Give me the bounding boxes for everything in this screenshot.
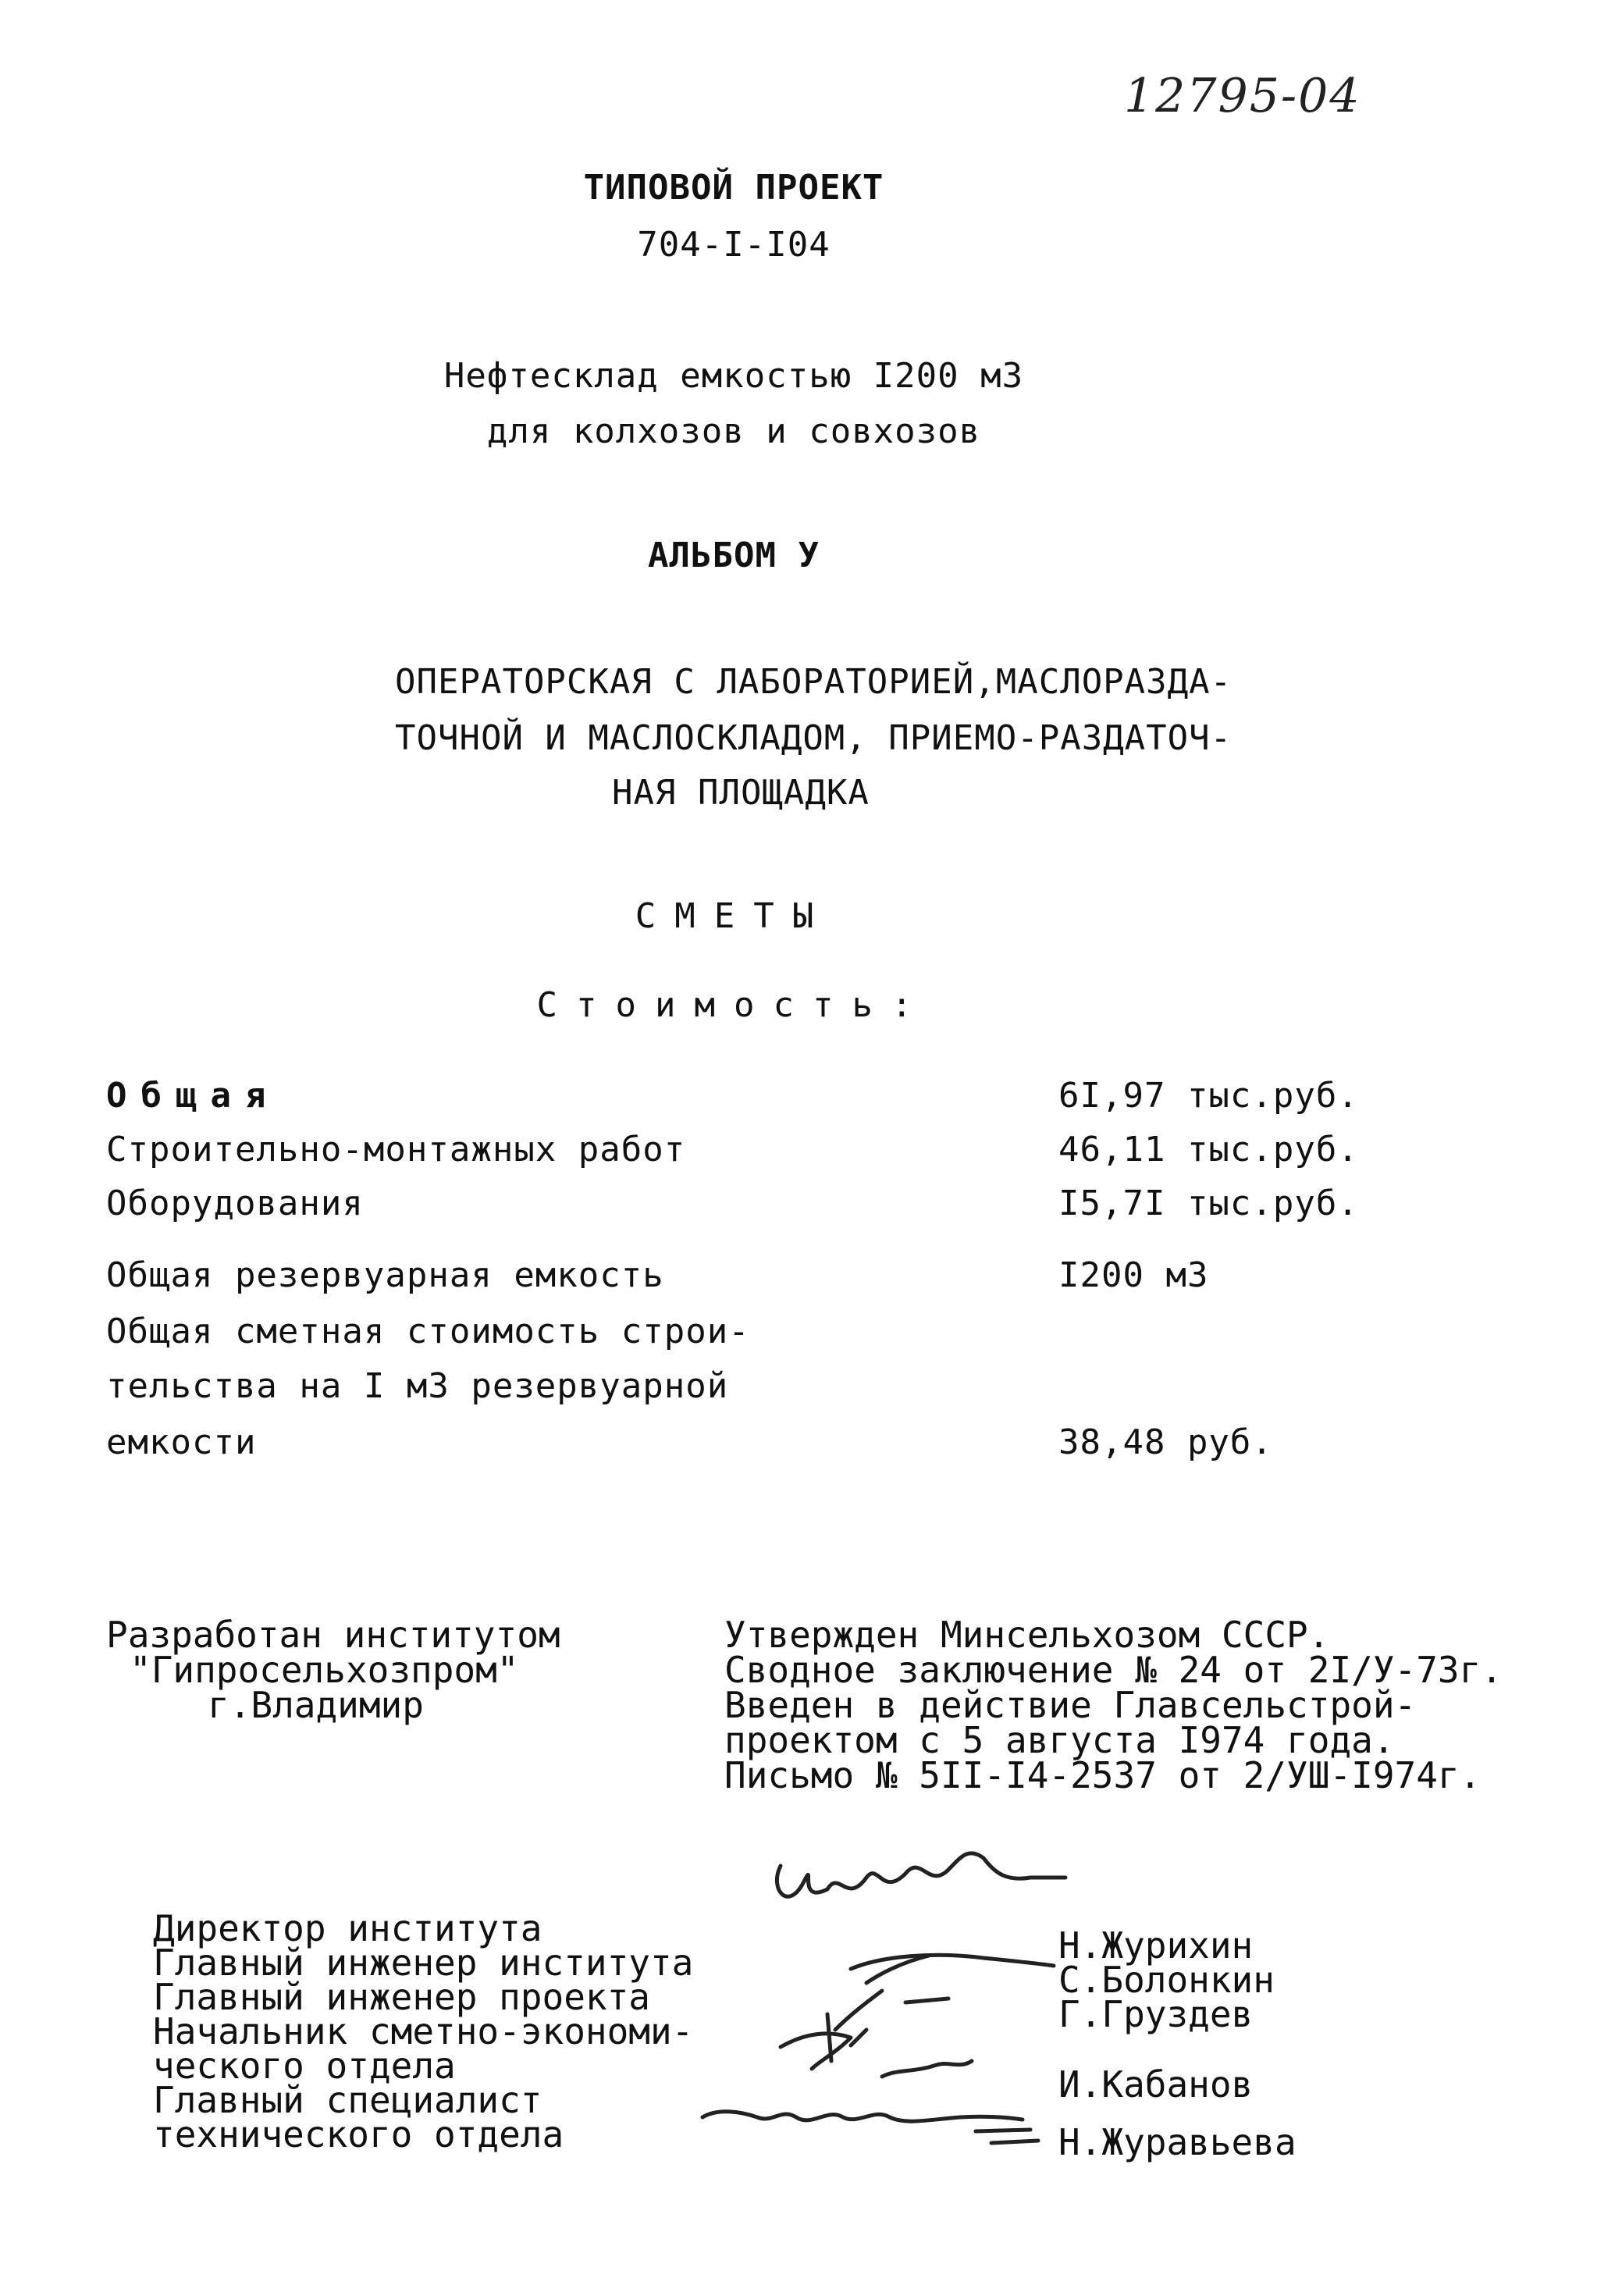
document-number: 12795-04: [1124, 69, 1361, 123]
unit-cost-value: 38,48 руб.: [1058, 1422, 1273, 1462]
unit-cost-label-line-2: тельства на I м3 резервуарной: [106, 1366, 729, 1406]
approval-line-1: Утвержден Минсельхозом СССР.: [724, 1614, 1330, 1656]
album-title: АЛЬБОМ У: [648, 536, 820, 575]
cost-equipment-label: Оборудования: [106, 1184, 364, 1223]
cost-total-value: 6I,97 тыс.руб.: [1058, 1076, 1359, 1116]
role-head-estimate-dept-1: Начальник сметно-экономи-: [153, 2010, 694, 2052]
cost-heading: Стоимость:: [536, 985, 931, 1025]
approval-line-4: проектом с 5 августа I974 года.: [724, 1719, 1395, 1761]
description-line-2: ТОЧНОЙ И МАСЛОСКЛАДОМ, ПРИЕМО-РАЗДАТОЧ-: [395, 718, 1233, 758]
cost-total-label: Общая: [106, 1076, 280, 1116]
role-chief-specialist-2: технического отдела: [153, 2113, 564, 2155]
signature-chief-engineer-institute: [851, 1955, 1054, 1969]
developer-line-3: г.Владимир: [208, 1684, 424, 1726]
role-chief-engineer-institute: Главный инженер института: [153, 1942, 694, 1984]
approval-line-3: Введен в действие Главсельстрой-: [724, 1684, 1417, 1726]
section-title: СМЕТЫ: [635, 896, 833, 936]
description-line-3: НАЯ ПЛОЩАДКА: [612, 773, 870, 813]
name-director: Н.Журихин: [1058, 1924, 1254, 1967]
developer-line-2: "Гипросельхозпром": [130, 1649, 519, 1691]
role-head-estimate-dept-2: ческого отдела: [153, 2045, 456, 2087]
name-chief-engineer-institute: С.Болонкин: [1058, 1959, 1275, 2001]
subject-line-2: для колхозов и совхозов: [486, 411, 981, 451]
unit-cost-label-line-3: емкости: [106, 1422, 257, 1462]
capacity-label: Общая резервуарная емкость: [106, 1255, 664, 1295]
capacity-value: I200 м3: [1058, 1255, 1209, 1295]
project-code: 704-I-I04: [637, 225, 831, 265]
role-director: Директор института: [153, 1907, 542, 1949]
name-chief-engineer-project: Г.Груздев: [1058, 1993, 1254, 2035]
cost-construction-label: Строительно-монтажных работ: [106, 1130, 686, 1169]
role-chief-engineer-project: Главный инженер проекта: [153, 1976, 650, 2018]
role-chief-specialist-1: Главный специалист: [153, 2079, 542, 2121]
name-chief-specialist: Н.Журавьева: [1058, 2121, 1297, 2163]
developer-line-1: Разработан институтом: [106, 1614, 560, 1656]
signature-head-estimate-dept: [781, 2014, 866, 2069]
approval-line-5: Письмо № 5II-I4-2537 от 2/УШ-I974г.: [724, 1754, 1481, 1796]
document-type-title: ТИПОВОЙ ПРОЕКТ: [583, 168, 884, 208]
subject-line-1: Нефтесклад емкостью I200 м3: [443, 356, 1024, 396]
name-head-estimate-dept: И.Кабанов: [1058, 2063, 1254, 2106]
description-line-1: ОПЕРАТОРСКАЯ С ЛАБОРАТОРИЕЙ,МАСЛОРАЗДА-: [395, 662, 1233, 702]
unit-cost-label-line-1: Общая сметная стоимость строи-: [106, 1312, 750, 1351]
signature-director: [777, 1853, 1065, 1896]
cost-construction-value: 46,11 тыс.руб.: [1058, 1130, 1359, 1169]
signature-chief-specialist: [703, 2112, 1023, 2121]
cost-equipment-value: I5,7I тыс.руб.: [1058, 1184, 1359, 1223]
signature-chief-engineer-project: [835, 1991, 948, 2030]
approval-line-2: Сводное заключение № 24 от 2I/У-73г.: [724, 1649, 1503, 1691]
